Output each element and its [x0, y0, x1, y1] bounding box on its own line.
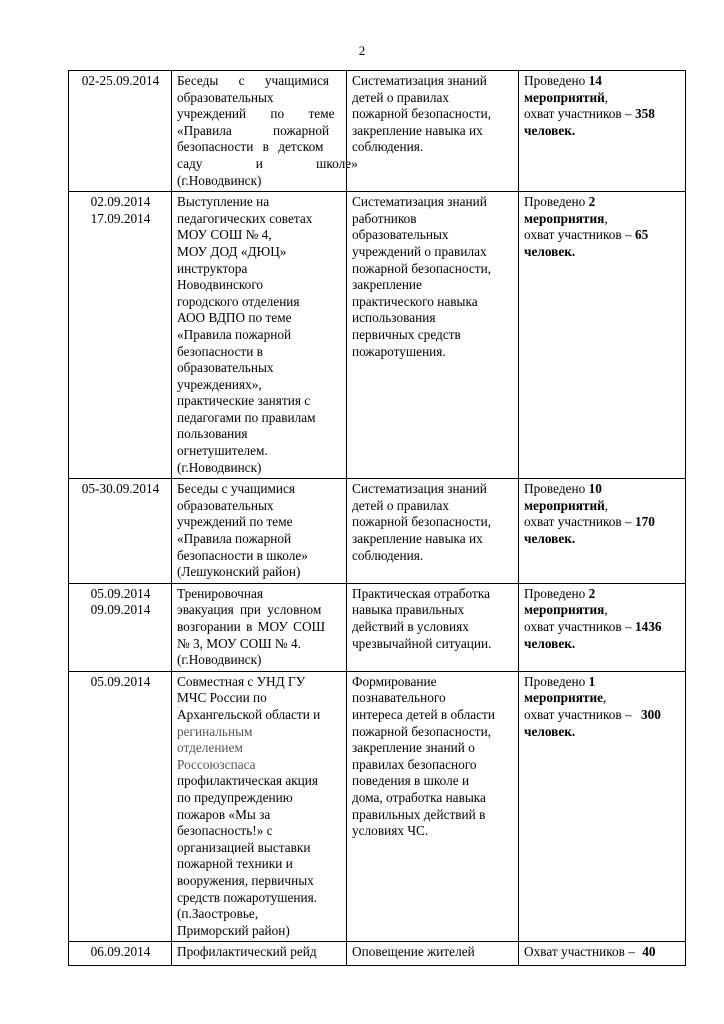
event-cell	[172, 671, 347, 942]
event-line: (п.Заостровье,	[177, 906, 259, 922]
page-number: 2	[358, 43, 366, 58]
event-line: пожарной техники и	[177, 856, 293, 872]
result-text: Проведено	[524, 585, 589, 601]
event-line: (г.Новодвинск)	[177, 652, 262, 668]
goal-line: правилах безопасного	[352, 756, 477, 772]
result-cell	[519, 583, 686, 671]
goal-line: практического навыка	[352, 293, 478, 309]
goal-line: дома, отработка навыка	[352, 789, 486, 805]
result-text: охват участников –	[524, 619, 635, 634]
goal-cell	[347, 192, 519, 479]
event-line: организацией выставки	[177, 839, 311, 855]
event-cell	[172, 942, 347, 966]
result-participants: 300	[640, 706, 661, 722]
event-cell	[172, 479, 347, 584]
event-line: безопасности в школе»	[177, 547, 308, 563]
goal-cell	[347, 71, 519, 192]
event-line: практические занятия с	[177, 393, 311, 409]
result-text: охват участников –	[524, 106, 635, 122]
event-line: вооружения, первичных	[177, 872, 314, 888]
event-line: инструктора	[177, 260, 248, 276]
event-line: безопасности в детском	[177, 139, 324, 155]
event-line: Россоюзспаса	[177, 756, 256, 772]
result-text: охват участников –	[524, 514, 635, 530]
result-unit: мероприятий	[524, 497, 605, 513]
event-line: образовательных	[177, 497, 274, 513]
date-cell	[69, 479, 172, 584]
goal-line: Оповещение жителей	[352, 944, 475, 960]
event-line: Выступление на	[177, 194, 270, 210]
event-line: профилактическая акция	[177, 773, 319, 789]
event-line: Беседы с учащимися	[177, 73, 330, 88]
event-cell	[172, 192, 347, 479]
event-line: (Лешуконский район)	[177, 564, 301, 580]
event-line: Новодвинского	[177, 277, 264, 293]
event-cell	[172, 583, 347, 671]
result-text: Проведено	[524, 194, 589, 210]
goal-line: работников	[352, 210, 417, 226]
result-count: 1	[588, 673, 596, 689]
goal-line: чрезвычайной ситуации.	[352, 635, 492, 651]
result-participants: 170	[634, 514, 655, 530]
event-line: учреждений по теме	[177, 106, 335, 122]
date-cell	[69, 942, 172, 966]
date-line: 05-30.09.2014	[81, 481, 160, 497]
event-line: Совместная с УНД ГУ	[177, 673, 306, 689]
result-cell	[519, 479, 686, 584]
result-unit: человек.	[524, 122, 576, 138]
event-line: Тренировочная	[177, 585, 264, 601]
goal-line: Практическая отработка	[352, 585, 490, 601]
date-line: 09.09.2014	[90, 602, 151, 618]
event-line: № 3, МОУ СОШ № 4.	[177, 635, 301, 651]
result-text: охват участников –	[524, 227, 635, 243]
result-cell	[519, 71, 686, 192]
goal-line: образовательных	[352, 227, 449, 243]
result-unit: человек.	[524, 531, 576, 547]
table-row	[69, 942, 686, 966]
goal-line: условиях ЧС.	[352, 823, 429, 839]
event-line: регинальным	[177, 723, 253, 739]
result-unit: мероприятие	[524, 690, 604, 706]
goal-cell	[347, 479, 519, 584]
goal-line: интереса детей в области	[352, 706, 495, 722]
goal-line: действий в условиях	[352, 619, 469, 634]
event-line: безопасность!» с	[177, 823, 273, 839]
goal-line: соблюдения.	[352, 139, 424, 155]
goal-line: правильных действий в	[352, 806, 486, 822]
event-line: Профилактический рейд	[177, 944, 317, 960]
result-text: ,	[604, 602, 608, 618]
result-text: ,	[604, 210, 608, 226]
event-line: МОУ СОШ № 4,	[177, 227, 272, 243]
event-line: педагогических советах	[177, 210, 313, 226]
result-count: 2	[588, 585, 596, 601]
event-line: учреждениях»,	[177, 376, 262, 392]
goal-line: использования	[352, 310, 436, 326]
goal-line: Систематизация знаний	[352, 481, 487, 497]
goal-line: учреждений о правилах	[352, 243, 487, 259]
result-unit: человек.	[524, 635, 576, 651]
event-line: «Правила пожарной	[177, 326, 292, 342]
goal-line: соблюдения.	[352, 547, 424, 563]
event-line: образовательных	[177, 89, 274, 105]
table-row	[69, 479, 686, 584]
result-unit: человек.	[524, 243, 576, 259]
result-text: ,	[604, 497, 609, 513]
goal-line: Систематизация знаний	[352, 73, 487, 88]
goal-line: пожаротушения.	[352, 343, 446, 359]
table-row	[69, 671, 686, 942]
goal-line: закрепление навыка их	[352, 531, 483, 547]
event-line: огнетушителем.	[177, 443, 268, 459]
event-line: пользования	[177, 426, 248, 442]
event-line: безопасности в	[177, 343, 263, 359]
result-unit: мероприятия	[524, 602, 605, 618]
goal-line: закрепление знаний о	[352, 740, 475, 756]
date-cell	[69, 671, 172, 942]
event-line: Приморский район)	[177, 922, 290, 938]
goal-cell	[347, 583, 519, 671]
date-cell	[69, 192, 172, 479]
goal-line: пожарной безопасности,	[352, 514, 492, 530]
goal-line: Формирование	[352, 673, 437, 689]
result-participants: 40	[642, 944, 656, 960]
event-line: отделением	[177, 740, 243, 756]
goal-line: Систематизация знаний	[352, 194, 487, 210]
table-row	[69, 192, 686, 479]
date-line: 06.09.2014	[90, 944, 151, 960]
goal-cell	[347, 671, 519, 942]
event-line: средств пожаротушения.	[177, 889, 318, 905]
event-line: учреждений по теме	[177, 514, 293, 530]
result-cell	[519, 192, 686, 479]
event-line: (г.Новодвинск)	[177, 459, 262, 475]
goal-line: закрепление	[352, 277, 422, 293]
result-text: ,	[604, 89, 609, 105]
result-unit: человек.	[524, 723, 576, 739]
result-text: Охват участников –	[524, 944, 639, 960]
date-line: 02.09.2014	[90, 194, 151, 210]
event-line: эвакуация при условном	[177, 602, 322, 618]
goal-line: пожарной безопасности,	[352, 723, 492, 739]
goal-line: детей о правилах	[352, 497, 450, 513]
goal-line: закрепление навыка их	[352, 122, 483, 138]
event-line: городского отделения	[177, 293, 300, 309]
goal-cell	[347, 942, 519, 966]
date-cell	[69, 71, 172, 192]
result-cell	[519, 942, 686, 966]
goal-line: поведения в школе и	[352, 773, 470, 789]
goal-line: пожарной безопасности,	[352, 260, 492, 276]
event-line: Беседы с учащимися	[177, 481, 296, 497]
event-line: «Правила пожарной	[177, 531, 292, 547]
event-line: МЧС России по	[177, 690, 267, 706]
event-line: саду и школе»	[177, 155, 358, 171]
event-line: «Правила пожарной	[177, 122, 330, 138]
event-line: МОУ ДОД «ДЮЦ»	[177, 243, 287, 259]
event-line: образовательных	[177, 360, 274, 376]
result-cell	[519, 671, 686, 942]
date-line: 02-25.09.2014	[81, 73, 160, 88]
result-text: ,	[603, 690, 607, 706]
event-line: Архангельской области и	[177, 706, 321, 722]
table-row	[69, 583, 686, 671]
goal-line: первичных средств	[352, 326, 461, 342]
result-count: 14	[588, 73, 602, 88]
events-table	[68, 70, 686, 966]
event-cell	[172, 71, 358, 192]
goal-line: детей о правилах	[352, 89, 450, 105]
event-line: пожаров «Мы за	[177, 806, 271, 822]
date-cell	[69, 583, 172, 671]
date-line: 05.09.2014	[90, 673, 151, 689]
result-text: Проведено	[524, 481, 589, 497]
result-count: 2	[588, 194, 596, 210]
result-text: охват участников –	[524, 706, 635, 722]
result-participants: 65	[634, 227, 649, 243]
goal-line: пожарной безопасности,	[352, 106, 492, 122]
result-text: Проведено	[524, 673, 589, 689]
event-line: педагогами по правилам	[177, 409, 316, 425]
result-unit: мероприятия	[524, 210, 605, 226]
result-count: 10	[588, 481, 602, 497]
goal-line: познавательного	[352, 690, 446, 706]
event-line: АОО ВДПО по теме	[177, 310, 292, 326]
event-line: (г.Новодвинск)	[177, 172, 262, 188]
date-line: 17.09.2014	[90, 210, 151, 226]
date-line: 05.09.2014	[90, 585, 151, 601]
result-participants: 1436	[634, 619, 662, 634]
result-unit: мероприятий	[524, 89, 605, 105]
result-text: Проведено	[524, 73, 589, 88]
goal-line: навыка правильных	[352, 602, 465, 618]
event-line: возгорании в МОУ СОШ	[177, 619, 325, 634]
result-participants: 358	[634, 106, 655, 122]
table-row	[69, 71, 686, 192]
event-line: по предупреждению	[177, 789, 293, 805]
